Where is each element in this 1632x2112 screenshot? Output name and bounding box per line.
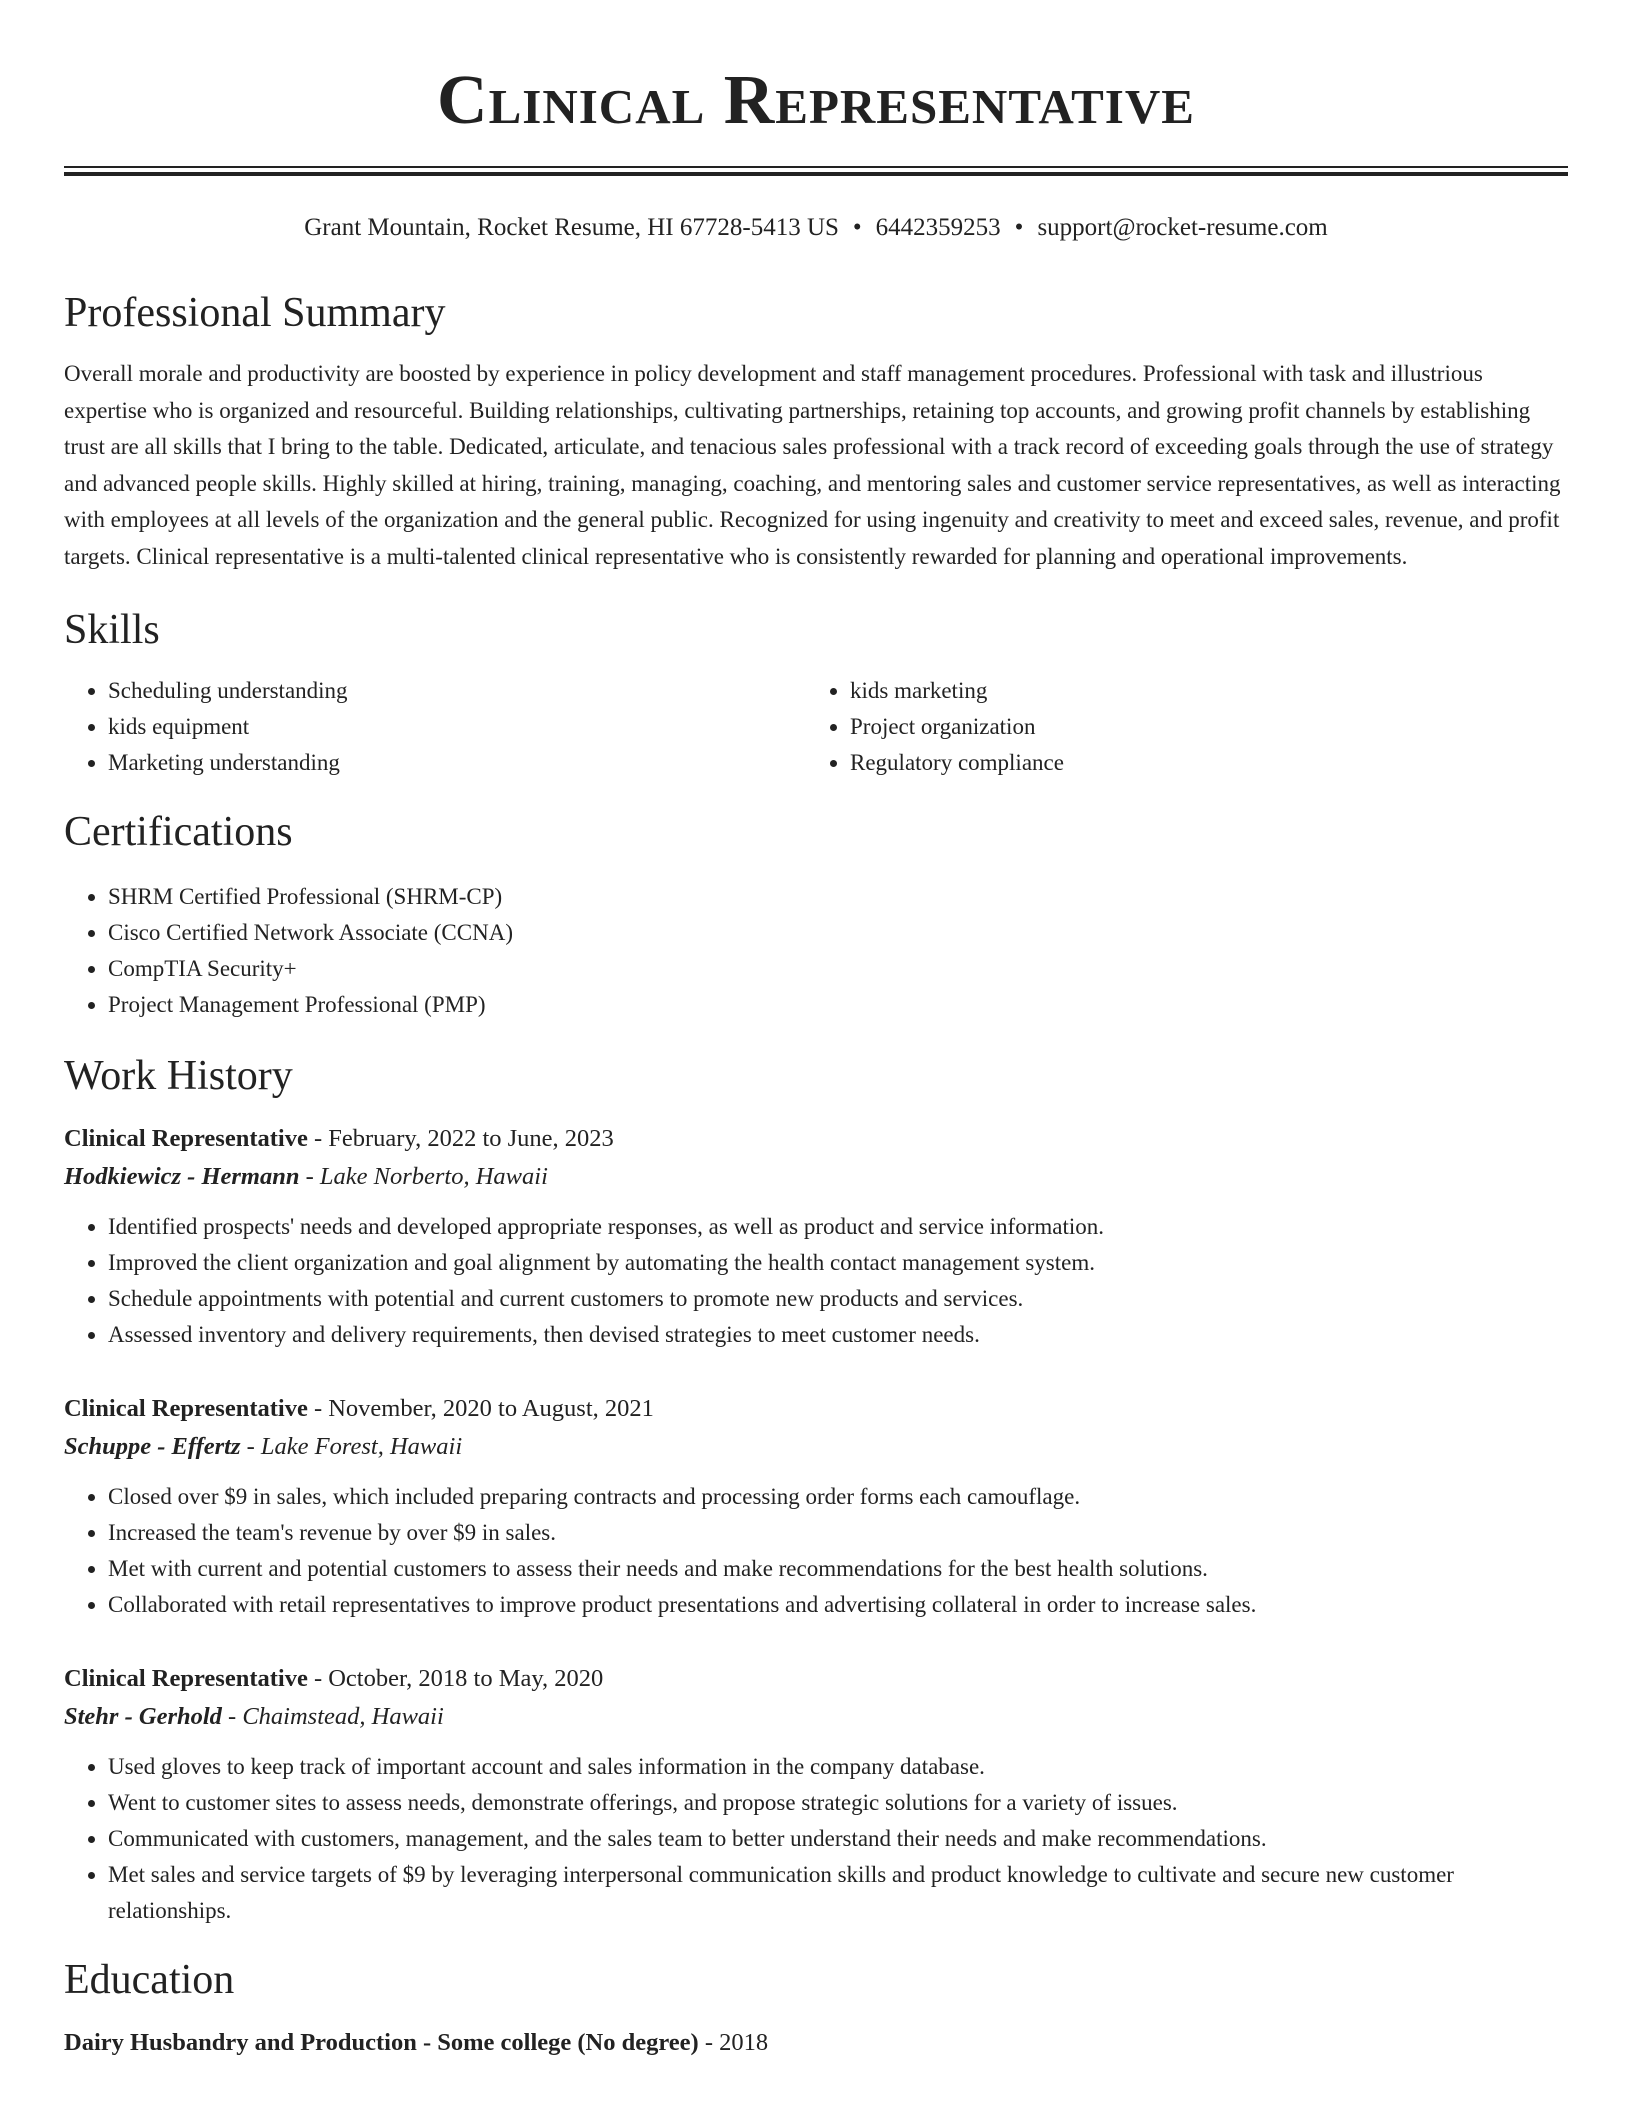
- job-duty-item: • Went to customer sites to assess needs, demonstrate offerings, and propose strategic solutions for a variety of issues.: [108, 1785, 1568, 1821]
- job-duty-item: • Schedule appointments with potential and current customers to promote new products and services.: [108, 1281, 1568, 1317]
- skills-list-right: [806, 673, 1548, 781]
- job-duties-list: [64, 1479, 1568, 1623]
- job-employer-line: [64, 1427, 1568, 1467]
- contact-separator: •: [1014, 214, 1024, 241]
- skills-column-right: [806, 673, 1548, 781]
- certifications-list: [64, 879, 1568, 1023]
- certification-item: • Project Management Professional (PMP): [108, 987, 1568, 1023]
- skill-item: • kids equipment: [108, 709, 806, 745]
- header-divider: [64, 166, 1568, 176]
- certification-item: • Cisco Certified Network Associate (CCNA): [108, 915, 1568, 951]
- education-degree: Dairy Husbandry and Production - Some college (No degree): [64, 2029, 699, 2056]
- job-duty-item: • Improved the client organization and goal alignment by automating the health contact management system.: [108, 1245, 1568, 1281]
- skills-grid: [64, 673, 1568, 781]
- job-duty-item: • Met with current and potential customers to assess their needs and make recommendations for the best health solutions.: [108, 1551, 1568, 1587]
- contact-separator: •: [852, 214, 862, 241]
- job-dates: - November, 2020 to August, 2021: [307, 1395, 654, 1422]
- skills-heading: Skills: [64, 607, 160, 653]
- job-dates: - February, 2022 to June, 2023: [307, 1125, 614, 1152]
- job-duty-item: • Identified prospects' needs and developed appropriate responses, as well as product and service information.: [108, 1209, 1568, 1245]
- contact-phone: 6442359253: [875, 214, 1001, 241]
- certification-item: • CompTIA Security+: [108, 951, 1568, 987]
- job-employer: Hodkiewicz - Hermann: [64, 1163, 300, 1190]
- job-employer: Stehr - Gerhold: [64, 1703, 222, 1730]
- education-year: - 2018: [698, 2029, 769, 2056]
- job-dates: - October, 2018 to May, 2020: [307, 1665, 604, 1692]
- contact-address: Grant Mountain, Rocket Resume, HI 67728-5413 US: [304, 214, 839, 241]
- job-duty-item: • Communicated with customers, management, and the sales team to better understand their needs and make recommendations.: [108, 1821, 1568, 1857]
- job-title: Clinical Representative: [64, 1395, 308, 1422]
- job-duties-list: [64, 1749, 1568, 1929]
- job-title: Clinical Representative: [64, 1125, 308, 1152]
- job-entry: [64, 1391, 1568, 1623]
- job-location: - Lake Norberto, Hawaii: [299, 1163, 548, 1190]
- job-duty-item: • Closed over $9 in sales, which included preparing contracts and processing order forms each camouflage.: [108, 1479, 1568, 1515]
- work-history-heading: Work History: [64, 1053, 293, 1099]
- skill-item: • Regulatory compliance: [850, 745, 1548, 781]
- job-duties-list: [64, 1209, 1568, 1353]
- resume-title: Clinical Representative: [437, 62, 1195, 139]
- job-duty-item: • Used gloves to keep track of important account and sales information in the company database.: [108, 1749, 1568, 1785]
- job-location: - Chaimstead, Hawaii: [221, 1703, 444, 1730]
- contact-email: support@rocket-resume.com: [1037, 214, 1328, 241]
- job-duty-item: • Met sales and service targets of $9 by leveraging interpersonal communication skills and product knowledge to cultivate and secure new customer relationships.: [108, 1857, 1568, 1929]
- job-employer: Schuppe - Effertz: [64, 1433, 241, 1460]
- contact-line: [64, 212, 1568, 244]
- job-duty-item: • Increased the team's revenue by over $9 in sales.: [108, 1515, 1568, 1551]
- job-location: - Lake Forest, Hawaii: [240, 1433, 463, 1460]
- job-title-line: [64, 1391, 1568, 1427]
- education-heading: Education: [64, 1957, 235, 2003]
- skill-item: • kids marketing: [850, 673, 1548, 709]
- certification-item: • SHRM Certified Professional (SHRM-CP): [108, 879, 1568, 915]
- skills-column-left: [64, 673, 806, 781]
- skills-list-left: [64, 673, 806, 781]
- summary-heading: Professional Summary: [64, 290, 446, 336]
- job-duty-item: • Collaborated with retail representatives to improve product presentations and advertising collateral in order to increase sales.: [108, 1587, 1568, 1623]
- job-entry: [64, 1661, 1568, 1929]
- education-entry: [64, 2025, 1568, 2061]
- job-title: Clinical Representative: [64, 1665, 308, 1692]
- job-title-line: [64, 1121, 1568, 1157]
- skill-item: • Scheduling understanding: [108, 673, 806, 709]
- skill-item: • Marketing understanding: [108, 745, 806, 781]
- summary-text: Overall morale and productivity are boosted by experience in policy development and staff management procedures. Professional with task and illustrious expertise who is organized and resourceful. Building relationships, cultivating partnerships, retaining top accounts, and growing profit channels by establishing trust are all skills that I bring to the table. Dedicated, articulate, and tenacious sales professional with a track record of exceeding goals through the use of strategy and advanced people skills. Highly skilled at hiring, training, managing, coaching, and mentoring sales and customer service representatives, as well as interacting with employees at all levels of the organization and the general public. Recognized for using ingenuity and creativity to meet and exceed sales, revenue, and profit targets. Clinical representative is a multi-talented clinical representative who is consistently rewarded for planning and operational improvements.: [64, 361, 1561, 569]
- job-employer-line: [64, 1697, 1568, 1737]
- job-employer-line: [64, 1157, 1568, 1197]
- job-entry: [64, 1121, 1568, 1353]
- job-duty-item: • Assessed inventory and delivery requirements, then devised strategies to meet customer needs.: [108, 1317, 1568, 1353]
- skill-item: • Project organization: [850, 709, 1548, 745]
- job-title-line: [64, 1661, 1568, 1697]
- certifications-heading: Certifications: [64, 809, 293, 855]
